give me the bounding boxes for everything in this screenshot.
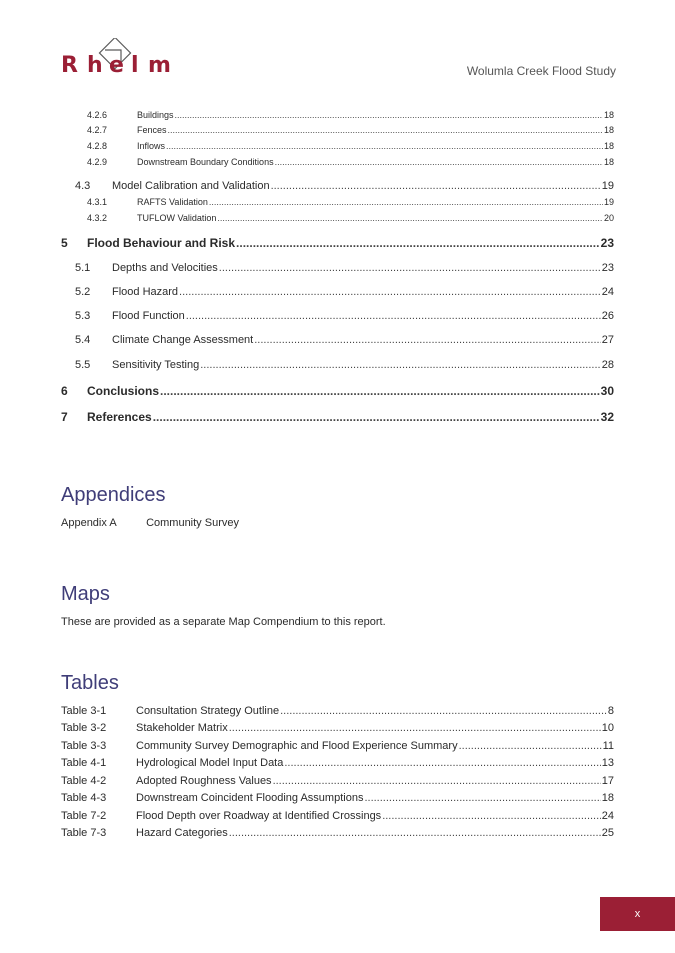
toc-entry[interactable] bbox=[0, 286, 675, 298]
toc-entry[interactable] bbox=[0, 384, 675, 398]
table-number: Table 7-3 bbox=[61, 827, 107, 839]
appendix-label: Appendix A bbox=[61, 517, 117, 529]
toc-leader-dots bbox=[273, 775, 601, 787]
table-page-number: 25 bbox=[601, 827, 614, 839]
table-number: Table 3-3 bbox=[61, 740, 107, 752]
table-list-entry[interactable] bbox=[0, 827, 675, 839]
toc-entry[interactable] bbox=[0, 410, 675, 424]
toc-title: Flood Hazard bbox=[112, 286, 179, 298]
maps-note: These are provided as a separate Map Compendium to this report. bbox=[61, 616, 386, 628]
toc-title: Flood Behaviour and Risk bbox=[87, 236, 236, 250]
toc-page-number: 18 bbox=[603, 110, 614, 120]
table-page-number: 11 bbox=[602, 740, 614, 752]
toc-entry[interactable] bbox=[0, 125, 675, 135]
toc-number: 5.4 bbox=[75, 334, 91, 346]
toc-title: Climate Change Assessment bbox=[112, 334, 254, 346]
toc-page-number: 27 bbox=[601, 334, 614, 346]
toc-number: 4.2.9 bbox=[87, 157, 108, 167]
logo-letter-r: R bbox=[61, 53, 78, 78]
document-title: Wolumla Creek Flood Study bbox=[466, 64, 616, 78]
toc-title: Inflows bbox=[137, 141, 166, 151]
tables-heading: Tables bbox=[61, 672, 119, 694]
toc-leader-dots bbox=[219, 262, 601, 274]
table-number: Table 4-1 bbox=[61, 757, 107, 769]
toc-title: Buildings bbox=[137, 110, 174, 120]
toc-leader-dots bbox=[284, 757, 600, 769]
table-list-entry[interactable] bbox=[0, 810, 675, 822]
toc-page-number: 18 bbox=[603, 141, 614, 151]
table-page-number: 13 bbox=[601, 757, 614, 769]
logo-letter-l: l bbox=[131, 53, 139, 78]
toc-page-number: 19 bbox=[601, 180, 614, 192]
toc-number: 5.2 bbox=[75, 286, 91, 298]
table-list-entry[interactable] bbox=[0, 705, 675, 717]
table-title: Adopted Roughness Values bbox=[136, 775, 272, 787]
table-page-number: 18 bbox=[601, 792, 614, 804]
toc-number: 4.3.2 bbox=[87, 213, 108, 223]
toc-page-number: 23 bbox=[601, 262, 614, 274]
toc-page-number: 24 bbox=[601, 286, 614, 298]
toc-entry[interactable] bbox=[0, 180, 675, 192]
table-page-number: 17 bbox=[601, 775, 614, 787]
table-page-number: 10 bbox=[601, 722, 614, 734]
toc-title: Sensitivity Testing bbox=[112, 359, 200, 371]
toc-leader-dots bbox=[236, 236, 600, 250]
table-page-number: 24 bbox=[601, 810, 614, 822]
toc-leader-dots bbox=[364, 792, 600, 804]
table-title: Stakeholder Matrix bbox=[136, 722, 228, 734]
toc-entry[interactable] bbox=[0, 213, 675, 223]
toc-title: Depths and Velocities bbox=[112, 262, 218, 274]
toc-number: 4.2.6 bbox=[87, 110, 108, 120]
toc-leader-dots bbox=[275, 157, 603, 167]
table-title: Flood Depth over Roadway at Identified Crossings bbox=[136, 810, 382, 822]
toc-page-number: 18 bbox=[603, 125, 614, 135]
table-number: Table 4-3 bbox=[61, 792, 107, 804]
table-number: Table 4-2 bbox=[61, 775, 107, 787]
toc-title: RAFTS Validation bbox=[137, 197, 208, 207]
toc-number: 5.3 bbox=[75, 310, 91, 322]
toc-number: 5 bbox=[61, 236, 68, 250]
toc-leader-dots bbox=[160, 384, 600, 398]
appendix-entry[interactable] bbox=[61, 517, 239, 529]
toc-title: TUFLOW Validation bbox=[137, 213, 217, 223]
toc-page-number: 18 bbox=[603, 157, 614, 167]
toc-leader-dots bbox=[168, 125, 603, 135]
toc-number: 7 bbox=[61, 410, 68, 424]
toc-page-number: 26 bbox=[601, 310, 614, 322]
toc-leader-dots bbox=[209, 197, 603, 207]
appendices-heading: Appendices bbox=[61, 484, 166, 506]
table-title: Community Survey Demographic and Flood Experience Summary bbox=[136, 740, 458, 752]
toc-number: 4.2.8 bbox=[87, 141, 108, 151]
toc-leader-dots bbox=[175, 110, 603, 120]
rhelm-logo bbox=[61, 38, 173, 80]
toc-entry[interactable] bbox=[0, 110, 675, 120]
table-page-number: 8 bbox=[607, 705, 614, 717]
toc-leader-dots bbox=[179, 286, 601, 298]
toc-entry[interactable] bbox=[0, 262, 675, 274]
toc-leader-dots bbox=[459, 740, 602, 752]
table-number: Table 3-1 bbox=[61, 705, 107, 717]
toc-title: Downstream Boundary Conditions bbox=[137, 157, 274, 167]
table-list-entry[interactable] bbox=[0, 775, 675, 787]
toc-entry[interactable] bbox=[0, 359, 675, 371]
maps-heading: Maps bbox=[61, 583, 110, 605]
table-title: Downstream Coincident Flooding Assumptions bbox=[136, 792, 364, 804]
toc-leader-dots bbox=[200, 359, 601, 371]
toc-leader-dots bbox=[254, 334, 601, 346]
toc-leader-dots bbox=[271, 180, 601, 192]
toc-page-number: 23 bbox=[600, 236, 614, 250]
toc-title: Fences bbox=[137, 125, 167, 135]
toc-leader-dots bbox=[186, 310, 601, 322]
toc-leader-dots bbox=[229, 827, 601, 839]
toc-number: 5.1 bbox=[75, 262, 91, 274]
logo-letter-h: h bbox=[87, 53, 103, 78]
toc-number: 4.3 bbox=[75, 180, 91, 192]
page-number-badge bbox=[600, 897, 675, 931]
toc-title: References bbox=[87, 410, 152, 424]
toc-leader-dots bbox=[153, 410, 600, 424]
toc-page-number: 28 bbox=[601, 359, 614, 371]
toc-entry[interactable] bbox=[0, 236, 675, 250]
toc-page-number: 19 bbox=[603, 197, 614, 207]
table-list-entry[interactable] bbox=[0, 792, 675, 804]
page-number: x bbox=[634, 908, 641, 920]
table-list-entry[interactable] bbox=[0, 740, 675, 752]
toc-leader-dots bbox=[280, 705, 607, 717]
toc-title: Model Calibration and Validation bbox=[112, 180, 270, 192]
toc-entry[interactable] bbox=[0, 310, 675, 322]
table-list-entry[interactable] bbox=[0, 757, 675, 769]
toc-leader-dots bbox=[166, 141, 603, 151]
toc-entry[interactable] bbox=[0, 157, 675, 167]
toc-entry[interactable] bbox=[0, 334, 675, 346]
toc-title: Flood Function bbox=[112, 310, 185, 322]
toc-page-number: 20 bbox=[603, 213, 614, 223]
toc-number: 6 bbox=[61, 384, 68, 398]
toc-number: 4.3.1 bbox=[87, 197, 108, 207]
toc-page-number: 32 bbox=[600, 410, 614, 424]
table-list-entry[interactable] bbox=[0, 722, 675, 734]
table-number: Table 3-2 bbox=[61, 722, 107, 734]
table-title: Hydrological Model Input Data bbox=[136, 757, 284, 769]
table-title: Consultation Strategy Outline bbox=[136, 705, 280, 717]
table-number: Table 7-2 bbox=[61, 810, 107, 822]
logo-letter-m: m bbox=[148, 53, 171, 78]
toc-title: Conclusions bbox=[87, 384, 160, 398]
toc-number: 4.2.7 bbox=[87, 125, 108, 135]
logo-letter-e: e bbox=[109, 53, 124, 78]
toc-entry[interactable] bbox=[0, 141, 675, 151]
toc-leader-dots bbox=[382, 810, 601, 822]
toc-leader-dots bbox=[229, 722, 601, 734]
toc-number: 5.5 bbox=[75, 359, 91, 371]
table-title: Hazard Categories bbox=[136, 827, 228, 839]
appendix-title: Community Survey bbox=[146, 517, 239, 529]
toc-page-number: 30 bbox=[600, 384, 614, 398]
toc-entry[interactable] bbox=[0, 197, 675, 207]
toc-leader-dots bbox=[217, 213, 603, 223]
